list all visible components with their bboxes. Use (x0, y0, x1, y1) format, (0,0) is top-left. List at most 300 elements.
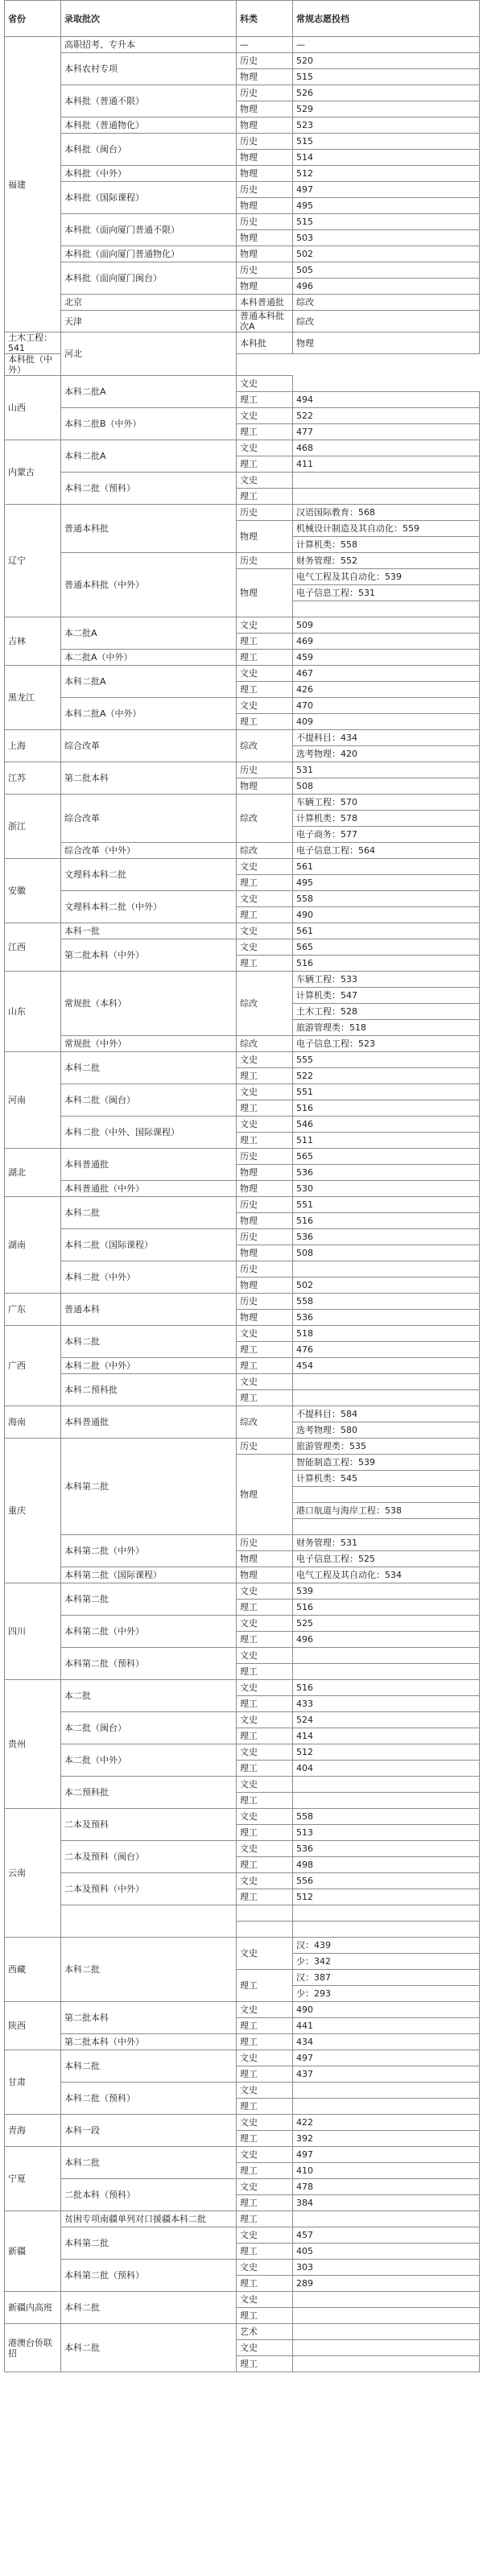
score-cell: 515 (293, 134, 480, 150)
score-cell: 502 (293, 1278, 480, 1294)
score-cell: 电子信息工程：525 (293, 1551, 480, 1567)
batch-cell: 本科第二批（中外） (61, 1535, 237, 1567)
subject-cell: 本科批 (237, 332, 293, 354)
table-row (5, 2292, 480, 2308)
subject-cell: 理工 (237, 1889, 293, 1905)
subject-cell: 文史 (237, 2083, 293, 2099)
batch-cell: 第二批本科（中外） (61, 2034, 237, 2050)
batch-cell: 北京 (61, 295, 237, 311)
batch-cell: 本科一批 (61, 923, 237, 939)
table-row (5, 1326, 480, 1342)
table-row (5, 182, 480, 198)
score-cell: 531 (293, 762, 480, 778)
subject-cell: 物理 (237, 1455, 293, 1535)
score-cell (293, 489, 480, 505)
province-cell: 山东 (5, 972, 61, 1052)
subject-cell: 理工 (237, 2308, 293, 2324)
table-row (5, 617, 480, 634)
batch-cell: 本科二批（预科） (61, 473, 237, 505)
score-cell: 电子信息工程：531 (293, 585, 480, 601)
score-cell: 汉：387 (293, 1970, 480, 1986)
table-row (5, 2179, 480, 2195)
table-row (5, 1117, 480, 1133)
score-cell: 少：293 (293, 1986, 480, 2002)
score-cell: 565 (293, 939, 480, 956)
subject-cell: 综改 (237, 730, 293, 762)
score-cell: 457 (293, 2227, 480, 2244)
score-cell: 467 (293, 666, 480, 682)
subject-cell: 物理 (237, 1551, 293, 1567)
subject-cell: 理工 (237, 2034, 293, 2050)
subject-cell: 物理 (237, 230, 293, 246)
batch-cell: 本科二批A (61, 440, 237, 473)
subject-cell: 文史 (237, 408, 293, 424)
score-cell (293, 473, 480, 489)
subject-cell: 理工 (237, 1970, 293, 2002)
subject-cell: 文史 (237, 2340, 293, 2356)
batch-cell: 本科批（面向厦门普通不限） (61, 214, 237, 246)
batch-cell: 第二批本科 (61, 2002, 237, 2034)
table-row (5, 376, 480, 392)
table-row (5, 1084, 480, 1100)
score-cell: 459 (293, 650, 480, 666)
subject-cell: 理工 (237, 1793, 293, 1809)
batch-cell: 本科批（中外） (61, 166, 237, 182)
batch-cell: 本科二批 (61, 2050, 237, 2083)
province-cell: 西藏 (5, 1938, 61, 2002)
score-cell (293, 1374, 480, 1390)
score-cell: 518 (293, 1326, 480, 1342)
subject-cell: 历史 (237, 553, 293, 569)
table-row (5, 2147, 480, 2163)
score-cell: 电子商务：577 (293, 827, 480, 843)
batch-cell: 本科二批 (61, 2324, 237, 2372)
table-row (5, 1261, 480, 1278)
batch-cell: 二本及预科（中外） (61, 1873, 237, 1905)
score-cell (293, 2308, 480, 2324)
score-cell: 财务管理：531 (293, 1535, 480, 1551)
batch-cell: 本科第二批（国际课程） (61, 1567, 237, 1583)
score-cell: 556 (293, 1873, 480, 1889)
score-cell: 车辆工程：533 (293, 972, 480, 988)
table-row (5, 2324, 480, 2340)
score-cell: 525 (293, 1616, 480, 1632)
subject-cell: 文史 (237, 2292, 293, 2308)
score-cell: 468 (293, 440, 480, 456)
batch-cell: 本科二批 (61, 1326, 237, 1358)
table-row (5, 473, 480, 489)
subject-cell: 文史 (237, 1744, 293, 1761)
table-row (5, 650, 480, 666)
province-cell: 港澳台侨联招 (5, 2324, 61, 2372)
subject-cell: 理工 (237, 1664, 293, 1680)
score-cell: 414 (293, 1728, 480, 1744)
batch-cell: 本科二批 (61, 1197, 237, 1229)
score-cell: 512 (293, 1744, 480, 1761)
score-cell: 303 (293, 2260, 480, 2276)
subject-cell: 文史 (237, 891, 293, 907)
subject-cell: 理工 (237, 1825, 293, 1841)
subject-cell: 理工 (237, 1600, 293, 1616)
batch-cell: 本二批A（中外） (61, 650, 237, 666)
subject-cell: 理工 (237, 489, 293, 505)
province-cell: 内蒙古 (5, 440, 61, 505)
score-cell: 410 (293, 2163, 480, 2179)
subject-cell: 理工 (237, 1068, 293, 1084)
table-row (5, 1181, 480, 1197)
subject-cell: 理工 (237, 956, 293, 972)
subject-cell: 理工 (237, 875, 293, 891)
table-row (5, 843, 480, 859)
score-cell: 497 (293, 2050, 480, 2066)
table-row (5, 1229, 480, 1245)
subject-cell: 文史 (237, 1712, 293, 1728)
table-header-row (5, 1, 480, 37)
batch-cell: 本科第二批 (61, 1583, 237, 1616)
province-cell: 江苏 (5, 762, 61, 795)
batch-cell: 二本及预科（闽台） (61, 1841, 237, 1873)
batch-cell: 本科二批（闽台） (61, 1084, 237, 1117)
subject-cell: 物理 (237, 101, 293, 118)
table-row (5, 2115, 480, 2131)
score-cell: 电子信息工程：564 (293, 843, 480, 859)
subject-cell: 理工 (237, 2276, 293, 2292)
score-cell: 508 (293, 1245, 480, 1261)
table-row (5, 972, 480, 988)
batch-cell: 综合改革 (61, 795, 237, 843)
subject-cell: 理工 (237, 1696, 293, 1712)
subject-cell: 文史 (237, 2227, 293, 2244)
table-row (5, 1052, 480, 1068)
subject-cell: 历史 (237, 505, 293, 521)
subject-cell: 文史 (237, 1809, 293, 1825)
table-row (5, 939, 480, 956)
province-cell: 黑龙江 (5, 666, 61, 730)
score-cell: 524 (293, 1712, 480, 1728)
subject-cell: 文史 (237, 1841, 293, 1857)
header-regular-score: 常规志愿投档 (293, 1, 480, 37)
subject-cell: 理工 (237, 2018, 293, 2034)
subject-cell: 理工 (237, 2066, 293, 2083)
table-row (5, 1841, 480, 1857)
batch-cell: 本科批（面向厦门普通物化） (61, 246, 237, 262)
subject-cell: 理工 (237, 2211, 293, 2227)
subject-cell: 文史 (237, 2050, 293, 2066)
subject-cell: 理工 (237, 1390, 293, 1406)
subject-cell: 历史 (237, 1535, 293, 1551)
table-row (5, 1583, 480, 1600)
batch-cell: 本科第二批 (61, 2227, 237, 2260)
batch-cell: 本科二批（中外） (61, 1261, 237, 1294)
score-cell: 不提科目：584 (293, 1406, 480, 1422)
score-cell: 495 (293, 198, 480, 214)
subject-cell: 理工 (237, 2163, 293, 2179)
province-cell: 新疆内高班 (5, 2292, 61, 2324)
score-cell: 494 (293, 392, 480, 408)
subject-cell: 物理 (237, 166, 293, 182)
batch-cell: 本科第二批（预科） (61, 1648, 237, 1680)
subject-cell: 历史 (237, 1197, 293, 1213)
subject-cell: 物理 (237, 198, 293, 214)
score-cell: 港口航道与海岸工程：538 (293, 1503, 480, 1519)
subject-cell: 理工 (237, 907, 293, 923)
subject-cell (237, 1922, 293, 1938)
subject-cell: 历史 (237, 134, 293, 150)
score-cell: 477 (293, 424, 480, 440)
province-cell: 本科批（中外） (5, 354, 61, 376)
batch-cell: 本科第二批（预科） (61, 2260, 237, 2292)
subject-cell: 物理 (237, 150, 293, 166)
subject-cell: 物理 (237, 569, 293, 617)
batch-cell: 文理科本科二批 (61, 859, 237, 891)
batch-cell: 本科批（国际课程） (61, 182, 237, 214)
score-cell: 508 (293, 778, 480, 795)
score-cell (293, 1519, 480, 1535)
score-cell: 558 (293, 1809, 480, 1825)
table-row (5, 1358, 480, 1374)
table-row (5, 85, 480, 101)
subject-cell: 物理 (237, 69, 293, 85)
table-row (5, 53, 480, 69)
table-row (5, 1036, 480, 1052)
batch-cell: 常规批（中外） (61, 1036, 237, 1052)
subject-cell: 文史 (237, 939, 293, 956)
province-cell: 吉林 (5, 617, 61, 666)
subject-cell: 理工 (237, 2195, 293, 2211)
score-cell: 470 (293, 698, 480, 714)
province-cell: 安徽 (5, 859, 61, 923)
table-row (5, 1406, 480, 1422)
score-cell: 289 (293, 2276, 480, 2292)
subject-cell: 历史 (237, 182, 293, 198)
score-cell: 515 (293, 214, 480, 230)
batch-cell: 本二预科批 (61, 1777, 237, 1809)
batch-cell: 综合改革 (61, 730, 237, 762)
province-cell: 江西 (5, 923, 61, 972)
subject-cell: 理工 (237, 2099, 293, 2115)
score-cell: 437 (293, 2066, 480, 2083)
score-cell: 546 (293, 1117, 480, 1133)
province-cell: 浙江 (5, 795, 61, 859)
batch-cell: 本二批A (61, 617, 237, 650)
score-cell: 536 (293, 1165, 480, 1181)
header-province: 省份 (5, 1, 61, 37)
subject-cell: 理工 (237, 1100, 293, 1117)
batch-cell: 本科二批（国际课程） (61, 1229, 237, 1261)
batch-cell: 本科二批 (61, 2292, 237, 2324)
batch-cell: 本科普通批 (61, 1406, 237, 1439)
score-cell: 404 (293, 1761, 480, 1777)
score-cell: 526 (293, 85, 480, 101)
score-cell (293, 1793, 480, 1809)
table-row (5, 118, 480, 134)
score-cell: 513 (293, 1825, 480, 1841)
score-cell: 汉语国际教育：568 (293, 505, 480, 521)
admission-scores-page (4, 0, 479, 2372)
table-row (5, 1439, 480, 1455)
score-cell: 411 (293, 456, 480, 473)
batch-cell: 本科第二批（中外） (61, 1616, 237, 1648)
score-cell: 469 (293, 634, 480, 650)
batch-cell: 本科二批 (61, 1938, 237, 2002)
score-cell: 汉：439 (293, 1938, 480, 1954)
batch-cell: 本科二批（中外） (61, 1358, 237, 1374)
subject-cell: 物理 (237, 279, 293, 295)
subject-cell: 文史 (237, 1648, 293, 1664)
score-cell: 502 (293, 246, 480, 262)
subject-cell: 文史 (237, 1583, 293, 1600)
province-cell: 云南 (5, 1809, 61, 1938)
table-row (5, 214, 480, 230)
score-cell: 512 (293, 166, 480, 182)
score-cell: 497 (293, 2147, 480, 2163)
subject-cell: 综改 (237, 1406, 293, 1439)
batch-cell: 第二批本科 (61, 762, 237, 795)
subject-cell: 历史 (237, 1149, 293, 1165)
score-cell: 405 (293, 2244, 480, 2260)
score-cell (293, 1261, 480, 1278)
score-cell: 电气工程及其自动化：539 (293, 569, 480, 585)
province-cell: 重庆 (5, 1439, 61, 1583)
score-cell: 计算机类：547 (293, 988, 480, 1004)
score-cell: 496 (293, 1632, 480, 1648)
score-cell: 561 (293, 923, 480, 939)
subject-cell: 历史 (237, 1294, 293, 1310)
score-cell (293, 2324, 480, 2340)
subject-cell: 理工 (237, 2356, 293, 2372)
table-row (5, 37, 480, 53)
batch-cell: 文理科本科二批（中外） (61, 891, 237, 923)
score-cell: 496 (293, 279, 480, 295)
table-row (5, 1938, 480, 1954)
subject-cell: 理工 (237, 1358, 293, 1374)
score-cell: 503 (293, 230, 480, 246)
batch-cell: 本科第二批 (61, 1439, 237, 1535)
table-row (5, 262, 480, 279)
table-row (5, 1535, 480, 1551)
subject-cell: 本科普通批 (237, 295, 293, 311)
score-cell: 561 (293, 859, 480, 875)
score-cell (293, 1664, 480, 1680)
table-row (5, 1567, 480, 1583)
table-row (5, 2034, 480, 2050)
score-cell: 551 (293, 1084, 480, 1100)
score-cell: 旅游管理类：535 (293, 1439, 480, 1455)
score-cell: 498 (293, 1857, 480, 1873)
score-cell: 422 (293, 2115, 480, 2131)
province-cell: 甘肃 (5, 2050, 61, 2115)
table-row (5, 134, 480, 150)
batch-cell: 本科二预科批 (61, 1374, 237, 1406)
batch-cell: 本科二批A (61, 666, 237, 698)
batch-cell: 本科二批 (61, 2147, 237, 2179)
score-cell: 车辆工程：570 (293, 795, 480, 811)
score-cell: 497 (293, 182, 480, 198)
subject-cell: 文史 (237, 440, 293, 456)
score-cell: 384 (293, 2195, 480, 2211)
table-row (5, 553, 480, 569)
score-cell: 计算机类：578 (293, 811, 480, 827)
table-row (5, 1648, 480, 1664)
batch-cell: 本科二批A（中外） (61, 698, 237, 730)
subject-cell: 文史 (237, 1938, 293, 1970)
table-row (5, 1294, 480, 1310)
subject-cell: 文史 (237, 473, 293, 489)
batch-cell: 河北 (61, 332, 237, 376)
score-cell: 565 (293, 1149, 480, 1165)
header-subject-category: 科类 (237, 1, 293, 37)
table-row (5, 2002, 480, 2018)
score-cell: 454 (293, 1358, 480, 1374)
subject-cell: 历史 (237, 53, 293, 69)
subject-cell: 文史 (237, 2179, 293, 2195)
table-row (5, 698, 480, 714)
subject-cell: 物理 (237, 1213, 293, 1229)
table-row (5, 666, 480, 682)
score-cell: 536 (293, 1841, 480, 1857)
subject-cell: 物理 (237, 1567, 293, 1583)
table-row (5, 1777, 480, 1793)
subject-cell: 历史 (237, 214, 293, 230)
subject-cell: 文史 (237, 923, 293, 939)
table-row (5, 1374, 480, 1390)
subject-cell: 理工 (237, 1857, 293, 1873)
province-cell: 陕西 (5, 2002, 61, 2050)
table-row (5, 295, 480, 311)
province-cell: 广西 (5, 1326, 61, 1406)
score-cell (293, 1922, 480, 1938)
score-cell (293, 2356, 480, 2372)
table-row (5, 762, 480, 778)
score-cell: 财务管理：552 (293, 553, 480, 569)
subject-cell: 理工 (237, 456, 293, 473)
province-cell: 广东 (5, 1294, 61, 1326)
table-row (5, 505, 480, 521)
score-cell: 515 (293, 69, 480, 85)
score-cell: 555 (293, 1052, 480, 1068)
subject-cell: 文史 (237, 1873, 293, 1889)
subject-cell: 文史 (237, 1374, 293, 1390)
batch-cell: 普通本科批 (61, 505, 237, 553)
batch-cell: 普通本科 (61, 1294, 237, 1326)
score-cell: 409 (293, 714, 480, 730)
score-cell: 智能制造工程：539 (293, 1455, 480, 1471)
score-cell: 505 (293, 262, 480, 279)
batch-cell: 本科批（闽台） (61, 134, 237, 166)
province-cell: 新疆 (5, 2211, 61, 2292)
table-row (5, 1149, 480, 1165)
table-row (5, 859, 480, 875)
subject-cell: 文史 (237, 1680, 293, 1696)
subject-cell: 文史 (237, 1052, 293, 1068)
batch-cell: 二本及预科 (61, 1809, 237, 1841)
province-cell: 辽宁 (5, 505, 61, 617)
subject-cell: 文史 (237, 1084, 293, 1100)
province-cell: 贵州 (5, 1680, 61, 1809)
score-cell: 516 (293, 956, 480, 972)
table-row (5, 2227, 480, 2244)
subject-cell: 理工 (237, 1761, 293, 1777)
subject-cell: 文史 (237, 666, 293, 682)
header-admission-batch: 录取批次 (61, 1, 237, 37)
score-cell: 441 (293, 2018, 480, 2034)
score-cell: 512 (293, 1889, 480, 1905)
score-cell: 495 (293, 875, 480, 891)
province-cell: 湖北 (5, 1149, 61, 1197)
batch-cell: 普通本科批（中外） (61, 553, 237, 617)
score-cell: 516 (293, 1100, 480, 1117)
score-cell: 522 (293, 1068, 480, 1084)
